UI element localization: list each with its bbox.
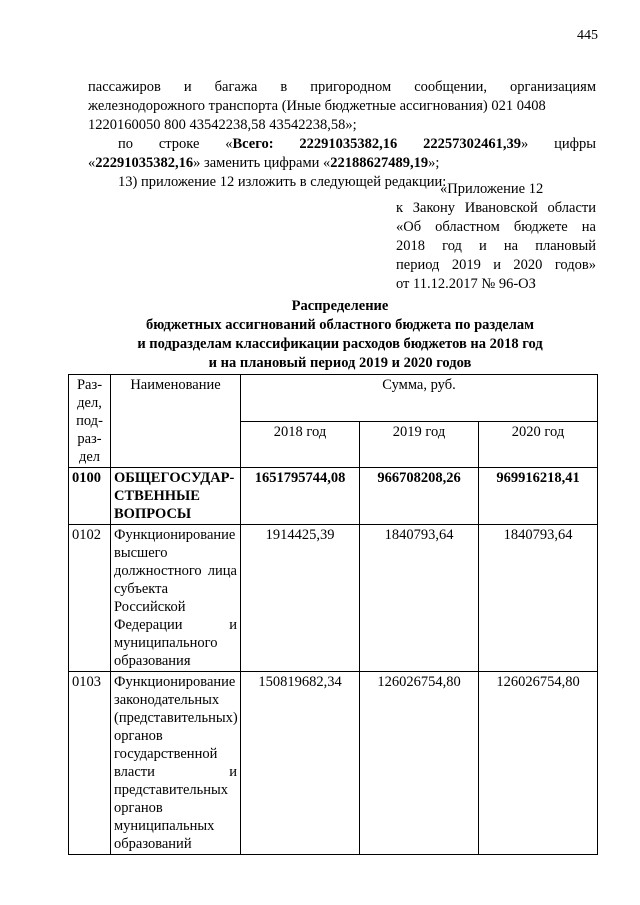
- appendix-header: [396, 180, 596, 294]
- paragraph-replacement: [88, 135, 596, 173]
- new-value: 22188627489,19: [330, 155, 429, 171]
- paragraph-continuation: [88, 78, 596, 135]
- paragraph1-line3: 1220160050 800 43542238,58 43542238,58»;: [88, 117, 357, 133]
- table-header-row: [69, 375, 598, 422]
- page-number: 445: [577, 28, 598, 43]
- appendix-line5: период 2019 и 2020 годов»: [396, 257, 596, 273]
- row-value-2018: 150819682,34: [241, 672, 360, 855]
- row-value-2018: 1651795744,08: [241, 468, 360, 525]
- table-title-line3: и подразделам классификации расходов бюджетов на 2018 год: [137, 336, 543, 352]
- table-title-line1: Распределение: [291, 298, 389, 314]
- paragraph2-line2: [88, 154, 596, 173]
- row-value-2018: 1914425,39: [241, 525, 360, 672]
- appendix-line6: от 11.12.2017 № 96-ОЗ: [396, 276, 536, 292]
- header-name: Наименование: [111, 375, 241, 468]
- row-value-2020: 1840793,64: [479, 525, 598, 672]
- appendix-line4: 2018 год и на плановый: [396, 238, 596, 254]
- table-row: [69, 468, 598, 525]
- row-name: Функционирование высшего должностного лица субъекта Российской Федерации и муниципального образования: [111, 525, 241, 672]
- paragraph1-line1: пассажиров и багажа в пригородном сообщении, организациям: [88, 79, 596, 95]
- budget-table: [68, 374, 598, 855]
- row-code: 0100: [69, 468, 111, 525]
- header-2019: 2019 год: [360, 421, 479, 468]
- old-value: 22291035382,16: [95, 155, 194, 171]
- replace-text: » заменить цифрами «: [193, 155, 331, 171]
- paragraph1-line2: железнодорожного транспорта (Иные бюджетные ассигнования) 021 0408: [88, 98, 546, 114]
- appendix-line2: к Закону Ивановской области: [396, 200, 596, 216]
- total-values: Всего: 22291035382,16 22257302461,39: [232, 136, 521, 152]
- appendix-line1: «Приложение 12: [440, 181, 544, 197]
- row-value-2020: 969916218,41: [479, 468, 598, 525]
- table-title-line4: и на плановый период 2019 и 2020 годов: [208, 355, 472, 371]
- header-sum: Сумма, руб.: [241, 375, 598, 422]
- row-code: 0103: [69, 672, 111, 855]
- paragraph3-text: 13) приложение 12 изложить в следующей редакции:: [118, 174, 447, 190]
- end-text: »;: [428, 155, 440, 171]
- header-2018: 2018 год: [241, 421, 360, 468]
- open-quote: «: [88, 155, 96, 171]
- table-title: [70, 297, 610, 373]
- paragraph2-line1: [88, 135, 596, 154]
- middle-text: » цифры: [520, 136, 596, 152]
- header-code: Раз- дел, под- раз- дел: [69, 375, 111, 468]
- header-2020: 2020 год: [479, 421, 598, 468]
- table-title-line2: бюджетных ассигнований областного бюджета по разделам: [145, 317, 535, 333]
- row-name: ОБЩЕГОСУДАР- СТВЕННЫЕ ВОПРОСЫ: [111, 468, 241, 525]
- row-value-2019: 966708208,26: [360, 468, 479, 525]
- row-value-2020: 126026754,80: [479, 672, 598, 855]
- table-row: [69, 672, 598, 855]
- row-name: Функционирование законодательных (представительных) органов государственной власти и представительных органов муниципальных образований: [111, 672, 241, 855]
- appendix-line3: «Об областном бюджете на: [396, 219, 596, 235]
- row-code: 0102: [69, 525, 111, 672]
- row-value-2019: 1840793,64: [360, 525, 479, 672]
- table-row: [69, 525, 598, 672]
- row-value-2019: 126026754,80: [360, 672, 479, 855]
- prefix-text: по строке «: [118, 136, 233, 152]
